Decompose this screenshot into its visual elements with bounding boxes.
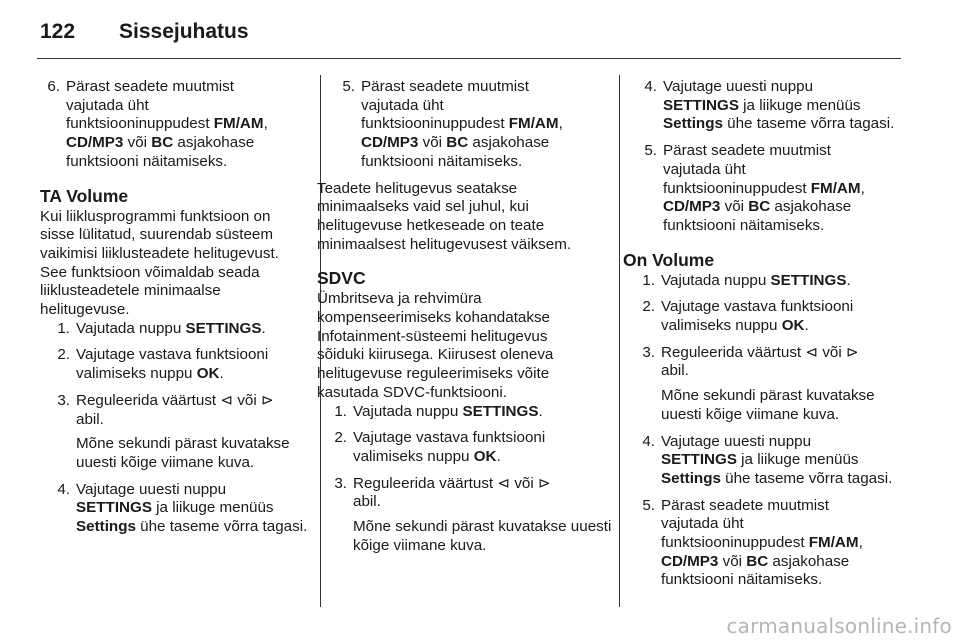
item-text: abil. [76, 410, 104, 428]
item-text: Settings ühe taseme võrra tagasi. [661, 469, 893, 487]
triangle-left-icon: ⊲ [220, 391, 234, 409]
item-number: 2. [642, 298, 655, 316]
triangle-left-icon: ⊲ [497, 474, 511, 492]
list-item [327, 429, 613, 466]
item-text: vajutada üht [661, 515, 744, 533]
list-item [635, 344, 907, 425]
list-item [327, 475, 613, 556]
item-note: Mõne sekundi pärast kuvatakse uuesti kõige viimane kuva. [76, 435, 290, 471]
item-text: vajutada üht [361, 96, 444, 114]
list-item [637, 142, 907, 236]
item-number: 4. [57, 480, 70, 498]
item-number: 1. [57, 319, 70, 337]
item-number: 2. [334, 429, 347, 447]
triangle-left-icon: ⊲ [805, 343, 819, 361]
list-item [50, 392, 312, 473]
item-text: Vajutage vastava funktsiooni [76, 346, 269, 364]
item-text: funktsiooninuppudest FM/AM, [66, 115, 268, 133]
list-item [635, 272, 907, 291]
item-text: CD/MP3 või BC asjakohase [361, 134, 550, 152]
item-number: 4. [642, 432, 655, 450]
item-number: 1. [642, 271, 655, 289]
chapter-title: Sissejuhatus [119, 20, 249, 43]
item-text: SETTINGS ja liikuge menüüs [76, 499, 274, 517]
item-text: Pärast seadete muutmist [663, 142, 831, 160]
item-text: Pärast seadete muutmist [661, 496, 829, 514]
item-number: 2. [57, 346, 70, 364]
item-text: Settings ühe taseme võrra tagasi. [76, 518, 308, 536]
item-text: valimiseks nuppu OK. [661, 317, 809, 335]
column-1 [40, 78, 312, 545]
item-text: funktsiooninuppudest FM/AM, [663, 179, 865, 197]
item-number: 1. [334, 402, 347, 420]
triangle-right-icon: ⊳ [845, 343, 859, 361]
list-item [335, 78, 613, 172]
watermark: carmanualsonline.info [726, 614, 952, 638]
section-heading-ta-volume: TA Volume [40, 185, 129, 206]
item-text: abil. [661, 362, 689, 380]
item-text: funktsiooninuppudest FM/AM, [661, 534, 863, 552]
paragraph: Teadete helitugevus seatakse minimaalseks vaid sel juhul, kui helitugevuse hetkeseade on teate minimaalsest helitugevusest väiksem. [317, 179, 572, 253]
item-text: funktsiooni näitamiseks. [663, 216, 825, 234]
item-number: 3. [334, 474, 347, 492]
item-text: vajutada üht [663, 160, 746, 178]
item-number: 4. [644, 78, 657, 95]
paragraph: Ümbritseva ja rehvimüra kompenseerimiseks kohandatakse Infotainment-süsteemi helitugevus sõiduki kiirusega. Kiirusest oleneva helitugevuse reguleerimiseks võite kasutada SDVC-funktsiooni. [317, 290, 554, 401]
item-text: funktsiooni näitamiseks. [361, 152, 523, 170]
item-text: vajutada üht [66, 96, 149, 114]
item-text: funktsiooni näitamiseks. [66, 152, 228, 170]
list-item [637, 78, 907, 134]
item-number: 6. [47, 78, 60, 95]
paragraph: Kui liiklusprogrammi funktsioon on sisse lülitatud, suurendab süsteem vaikimisi liiklusteadete helitugevust. See funktsioon võimaldab seada liiklusteadetele minimaalse helitugevuse. [40, 207, 279, 319]
page-number: 122 [40, 20, 76, 43]
item-text: funktsiooni näitamiseks. [661, 571, 823, 589]
item-number: 3. [57, 391, 70, 409]
item-text: Pärast seadete muutmist [361, 78, 529, 95]
item-text: valimiseks nuppu OK. [353, 447, 501, 465]
item-text: SETTINGS ja liikuge menüüs [663, 96, 861, 114]
item-text: CD/MP3 või BC asjakohase [663, 198, 852, 216]
item-text: Vajutada nuppu SETTINGS. [76, 319, 266, 337]
column-2 [317, 78, 613, 563]
item-number: 5. [342, 78, 355, 95]
item-number: 5. [642, 496, 655, 514]
list-item [635, 497, 907, 591]
item-note: Mõne sekundi pärast kuvatakse uuesti kõige viimane kuva. [353, 518, 612, 554]
column-3 [623, 78, 907, 598]
item-number: 5. [644, 142, 657, 160]
item-text: Vajutage vastava funktsiooni [353, 429, 546, 447]
item-text: abil. [353, 493, 381, 511]
item-text: CD/MP3 või BC asjakohase [66, 134, 255, 152]
item-note: Mõne sekundi pärast kuvatakse uuesti kõige viimane kuva. [661, 387, 875, 423]
section-heading-sdvc: SDVC [317, 268, 366, 289]
list-item [50, 346, 312, 383]
list-item [635, 298, 907, 335]
item-text: Reguleerida väärtust ⊲ või ⊳ [353, 474, 551, 492]
item-text: Vajutage uuesti nuppu [663, 78, 814, 95]
item-text: Settings ühe taseme võrra tagasi. [663, 115, 895, 133]
column-divider-2 [619, 75, 620, 607]
item-text: Vajutage vastava funktsiooni [661, 298, 854, 316]
item-number: 3. [642, 343, 655, 361]
item-text: Vajutage uuesti nuppu [76, 480, 227, 498]
item-text: Vajutage uuesti nuppu [661, 432, 812, 450]
item-text: Vajutada nuppu SETTINGS. [661, 271, 851, 289]
item-text: Reguleerida väärtust ⊲ või ⊳ [76, 391, 274, 409]
header-rule [37, 58, 901, 59]
triangle-right-icon: ⊳ [537, 474, 551, 492]
triangle-right-icon: ⊳ [260, 391, 274, 409]
section-heading-on-volume: On Volume [623, 249, 715, 270]
list-item [40, 78, 312, 172]
item-text: valimiseks nuppu OK. [76, 365, 224, 383]
list-item [50, 481, 312, 537]
item-text: CD/MP3 või BC asjakohase [661, 552, 850, 570]
list-item [50, 320, 312, 339]
item-text: Reguleerida väärtust ⊲ või ⊳ [661, 343, 859, 361]
item-text: Vajutada nuppu SETTINGS. [353, 402, 543, 420]
item-text: SETTINGS ja liikuge menüüs [661, 451, 859, 469]
list-item [635, 433, 907, 489]
item-text: funktsiooninuppudest FM/AM, [361, 115, 563, 133]
list-item [327, 403, 613, 422]
item-text: Pärast seadete muutmist [66, 78, 234, 95]
